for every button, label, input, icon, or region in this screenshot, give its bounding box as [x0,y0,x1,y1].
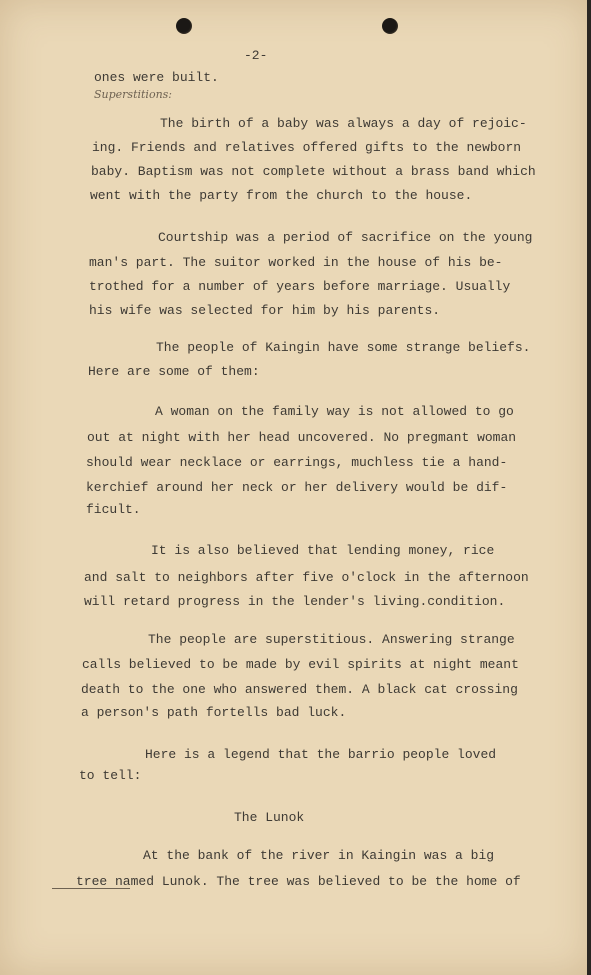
text-line: It is also believed that lending money, rice [151,543,495,558]
text-line: baby. Baptism was not complete without a brass band which [91,164,536,179]
text-line: The birth of a baby was always a day of rejoic- [160,116,527,131]
text-line: The people are superstitious. Answering strange [148,632,515,647]
text-line: death to the one who answered them. A black cat crossing [81,682,518,697]
text-line: Courtship was a period of sacrifice on the young [158,230,533,245]
handwritten-margin-note: Superstitions: [94,88,173,101]
text-line: Here are some of them: [88,364,260,379]
text-line: calls believed to be made by evil spirits at night meant [82,657,519,672]
text-line: ing. Friends and relatives offered gifts to the newborn [92,140,522,155]
text-line: A woman on the family way is not allowed to go [155,404,514,419]
text-line: his wife was selected for him by his parents. [89,303,441,318]
text-line: out at night with her head uncovered. No pregmant woman [87,430,517,445]
punch-hole-right [382,18,398,34]
text-line: kerchief around her neck or her delivery would be dif- [86,480,508,495]
text-line: and salt to neighbors after five o'clock in the afternoon [84,570,529,585]
text-line: went with the party from the church to the house. [90,188,473,203]
punch-hole-left [176,18,192,34]
text-line: The people of Kaingin have some strange beliefs. [156,340,531,355]
text-line: ones were built. [94,70,219,85]
text-line: to tell: [79,768,142,783]
text-line: tree named Lunok. The tree was believed to be the home of [76,874,521,889]
text-line: will retard progress in the lender's living.condition. [84,594,506,609]
text-line: man's part. The suitor worked in the house of his be- [89,255,503,270]
text-line: At the bank of the river in Kaingin was a big [143,848,495,863]
legend-title: The Lunok [234,810,305,825]
page-number: -2- [244,48,268,63]
text-line: a person's path fortells bad luck. [81,705,347,720]
text-line: Here is a legend that the barrio people loved [145,747,497,762]
text-line: trothed for a number of years before marriage. Usually [89,279,511,294]
text-line: should wear necklace or earrings, muchless tie a hand- [86,455,508,470]
scan-edge [587,0,591,975]
text-line: ficult. [86,502,141,517]
